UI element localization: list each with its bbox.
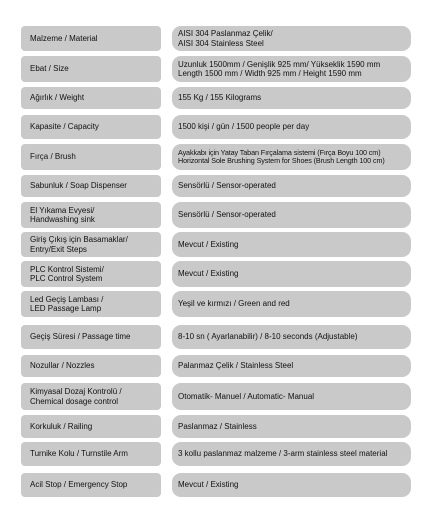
spec-row-size xyxy=(21,56,411,82)
spec-label: Ağırlık / Weight xyxy=(21,87,161,109)
spec-value: 1500 kişi / gün / 1500 people per day xyxy=(172,115,411,139)
spec-row-led-lamp xyxy=(21,291,411,317)
spec-value: 8-10 sn ( Ayarlanabilir) / 8-10 seconds (Adjustable) xyxy=(172,325,411,349)
spec-label: Fırça / Brush xyxy=(21,144,161,170)
spec-value: Sensörlü / Sensor-operated xyxy=(172,202,411,228)
spec-label: Kapasite / Capacity xyxy=(21,115,161,139)
spec-row-handwashing-sink xyxy=(21,202,411,228)
spec-label: Geçiş Süresi / Passage time xyxy=(21,325,161,349)
spec-row-passage-time xyxy=(21,325,411,349)
spec-row-soap-dispenser xyxy=(21,175,411,197)
spec-label: Kimyasal Dozaj Kontrolü / Chemical dosage control xyxy=(21,383,161,410)
spec-value: AISI 304 Paslanmaz Çelik/ AISI 304 Stainless Steel xyxy=(172,26,411,51)
spec-row-material xyxy=(21,26,411,51)
spec-value: Otomatik- Manuel / Automatic- Manual xyxy=(172,383,411,410)
spec-value: Mevcut / Existing xyxy=(172,232,411,257)
spec-value: Yeşil ve kırmızı / Green and red xyxy=(172,291,411,317)
spec-row-chemical-dosage xyxy=(21,383,411,410)
spec-label: Korkuluk / Railing xyxy=(21,415,161,438)
spec-row-nozzles xyxy=(21,355,411,377)
spec-label: Nozullar / Nozzles xyxy=(21,355,161,377)
spec-value: Sensörlü / Sensor-operated xyxy=(172,175,411,197)
spec-label: Ebat / Size xyxy=(21,56,161,82)
spec-row-emergency-stop xyxy=(21,473,411,497)
spec-label: Giriş Çıkış için Basamaklar/ Entry/Exit Steps xyxy=(21,232,161,257)
spec-label: Turnike Kolu / Turnstile Arm xyxy=(21,442,161,466)
spec-value: Palanmaz Çelik / Stainless Steel xyxy=(172,355,411,377)
spec-value: 3 kollu paslanmaz malzeme / 3-arm stainless steel material xyxy=(172,442,411,466)
spec-row-capacity xyxy=(21,115,411,139)
spec-row-plc-control xyxy=(21,261,411,287)
spec-value: Mevcut / Existing xyxy=(172,261,411,287)
spec-row-brush xyxy=(21,144,411,170)
spec-row-turnstile-arm xyxy=(21,442,411,466)
spec-row-weight xyxy=(21,87,411,109)
spec-value: 155 Kg / 155 Kilograms xyxy=(172,87,411,109)
spec-value: Ayakkabı için Yatay Taban Fırçalama sistemi (Fırça Boyu 100 cm) Horizontal Sole Brushing System for Shoes (Brush Length 100 cm) xyxy=(172,144,411,170)
spec-label: El Yıkama Evyesi/ Handwashing sink xyxy=(21,202,161,228)
spec-row-railing xyxy=(21,415,411,438)
spec-value: Mevcut / Existing xyxy=(172,473,411,497)
spec-label: Acil Stop / Emergency Stop xyxy=(21,473,161,497)
spec-row-entry-exit-steps xyxy=(21,232,411,257)
spec-value: Paslanmaz / Stainless xyxy=(172,415,411,438)
spec-label: Malzeme / Material xyxy=(21,26,161,51)
spec-label: Led Geçiş Lambası / LED Passage Lamp xyxy=(21,291,161,317)
spec-value: Uzunluk 1500mm / Genişlik 925 mm/ Yükseklik 1590 mm Length 1500 mm / Width 925 mm / Height 1590 mm xyxy=(172,56,411,82)
spec-label: PLC Kontrol Sistemi/ PLC Control System xyxy=(21,261,161,287)
spec-label: Sabunluk / Soap Dispenser xyxy=(21,175,161,197)
